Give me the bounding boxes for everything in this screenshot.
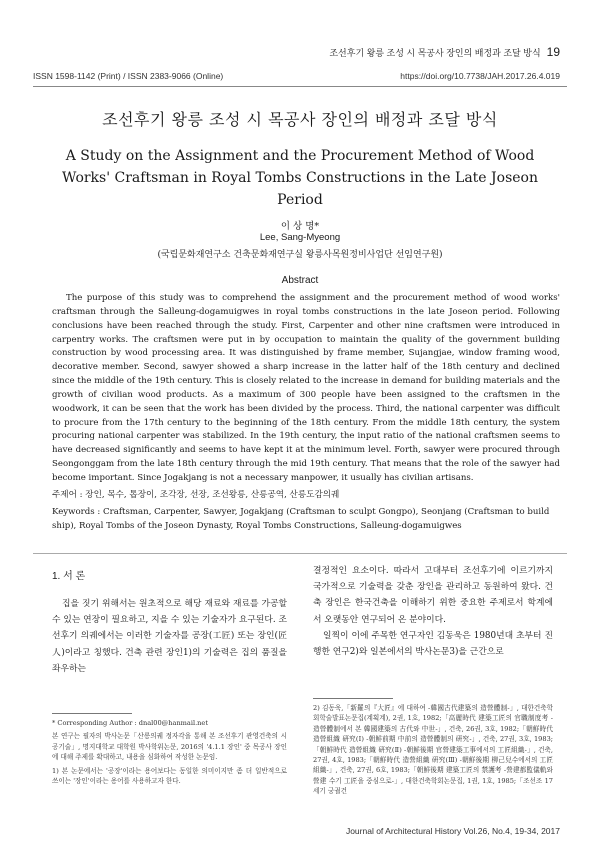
intro-paragraph-continued: 결정적인 요소이다. 따라서 고대부터 조선후기에 이르기까지 국가적으로 기술력을 갖춘 장인을 관리하고 동원하여 왔다. 건축 장인은 한국건축을 이해하기 위한 중요한 주제로서 학계에서 오랫동안 연구되어 온 분야이다. — [313, 566, 553, 625]
keywords-divider — [33, 553, 567, 554]
footnotes-left — [52, 713, 287, 789]
footnote-2: 2) 김동욱,「新羅의『大匠』에 대하여 -韓國古代建築의 造營體制-」, 대한건축학회학술발표논문집(계획계), 2권, 1호, 1982;「高麗時代 建築工匠의 官職制度考 -造營體制에서 본 韓國建築의 古代와 中世-」, 건축, 26권, 3호, 1982;「朝鮮時代 造營組織 硏究(Ⅰ) -朝鮮前期 中前의 造營體制의 硏究-」, 건축, 27권, 3호, 1983;「朝鮮時代 造營組織 硏究(Ⅱ) -朝鮮後期 官營建築工事에서의 工匠組織-」, 건축, 27권, 4호, 1983;「朝鮮時代 造營組織 硏究(Ⅲ) -朝鮮後期 柳己兒수에서의 工匠組織-」, 건축, 27권, 6호, 1983;「朝鮮後期 建築工匠의 禁護考 -營建都監儀軌와 營建 수기 工匠을 중심으로-」, 대한건축학회논문집, 1권, 1호, 1985;「조선조 17세기 궁궐건 — [313, 704, 553, 796]
footnotes-right — [313, 698, 553, 797]
footnote-1: 1) 본 논문에서는 '공장'이라는 용어보다는 동일한 의미이지만 좀 더 일반적으로 쓰이는 '장인'이라는 용어를 사용하고자 한다. — [52, 766, 287, 786]
author-name-english: Lee, Sang-Myeong — [259, 232, 341, 243]
title-korean: 조선후기 왕릉 조성 시 목공사 장인의 배정과 조달 방식 — [102, 110, 498, 129]
footnote-separator — [313, 698, 393, 699]
header-divider — [33, 86, 567, 87]
doi-link[interactable]: https://doi.org/10.7738/JAH.2017.26.4.019 — [400, 71, 560, 81]
running-header — [329, 45, 560, 59]
intro-left-column: 집을 짓기 위해서는 원초적으로 해당 재료와 재료를 가공할 수 있는 연장이 필요하고, 지을 수 있는 기술자가 요구된다. 조선후기 의궤에서는 이러한 기술자를 공장(工匠) 또는 장인(匠人)이라고 칭했다. 건축 관련 장인1)의 기술력은 집의 품질을 좌우하는 — [52, 599, 287, 674]
keywords-korean: 주제어 : 장인, 목수, 톱장이, 조각장, 선장, 조선왕릉, 산릉공역, 산릉도감의궤 — [52, 490, 340, 500]
abstract-heading: Abstract — [281, 275, 319, 286]
author-name-korean: 이 상 명* — [280, 221, 320, 232]
issn-line: ISSN 1598-1142 (Print) / ISSN 2383-9066 (Online) — [33, 71, 224, 81]
journal-footer: Journal of Architectural History Vol.26, No.4, 19-34, 2017 — [345, 826, 560, 836]
running-title: 조선후기 왕릉 조성 시 목공사 장인의 배정과 조달 방식 — [329, 48, 541, 58]
page-number: 19 — [546, 45, 560, 59]
corresponding-author-note: * Corresponding Author : dnal00@hanmail.net — [52, 719, 208, 727]
intro-right-column — [313, 563, 553, 660]
author-affiliation: (국립문화재연구소 건축문화재연구실 왕릉사목원정비사업단 선임연구원) — [157, 250, 443, 260]
paper-origin-note: 본 연구는 필자의 박사논문「산릉의궤 정자각을 통해 본 조선후기 관영건축의 시공기술」, 명지대학교 대학원 박사학위논문, 2016의 '4.1.1 장인' 중 목공사 장인에 대해 주제를 확대하고, 내용을 심화하여 작성한 논문임. — [52, 732, 287, 762]
title-english: A Study on the Assignment and the Procurement Method of Wood Works' Craftsman in Royal Tombs Constructions in the Late Joseon Period — [62, 148, 538, 208]
abstract-text: The purpose of this study was to comprehend the assignment and the procurement method of wood works' craftsman through the Salleung-dogamuigwes in royal tombs constructions in the late Joseon period. Following conclusions have been reached through the study. First, Carpenter and other nine craftsmen were introduced in carpentry works. The craftsmen were put in by occupation to maintain the quality of the government building construction by wood processing area. It was distinguished by frame member, Sujangjae, window framing wood, decorative member. Second, sawyer showed a sharp increase in the latter half of the 18th century and declined since the middle of the 19th century. This is closely related to the increase in demand for building materials and the growth of civilian wood products. As a maximum of 300 people have been assigned to the craftsmen in the woodwork, it can be seen that the work has been divided by the process. Third, the national carpenter was difficult to procure from the 17th century to the beginning of the 18th century. From the middle 18th century, the system procuring national carpenter was stabilized. In the 19th century, the input ratio of the national craftsmen seems to have decreased significantly and seems to have kept it at the minimum level. Forth, sawyer were procured through Seongonggam from the late 18th century through the mid 19th century. That means that the role of the sawyer had become important. Since Jogakjang is not a necessary manpower, it usually has civilian artisans. — [52, 293, 560, 483]
section-heading-introduction: 1. 서 론 — [52, 571, 86, 582]
keywords-english: Keywords : Craftsman, Carpenter, Sawyer, Jogakjang (Craftsman to sculpt Gongpo), Seonjang (Craftsman to build ship), Royal Tombs of the Joseon Dynasty, Royal Tombs Constructions, Salleung-dogamuigwes — [52, 507, 550, 531]
footnote-separator — [52, 713, 132, 714]
intro-paragraph-2: 일찍이 이에 주목한 연구자인 김동욱은 1980년대 초부터 진행한 연구2)와 일본에서의 박사논문3)을 근간으로 — [313, 630, 553, 658]
